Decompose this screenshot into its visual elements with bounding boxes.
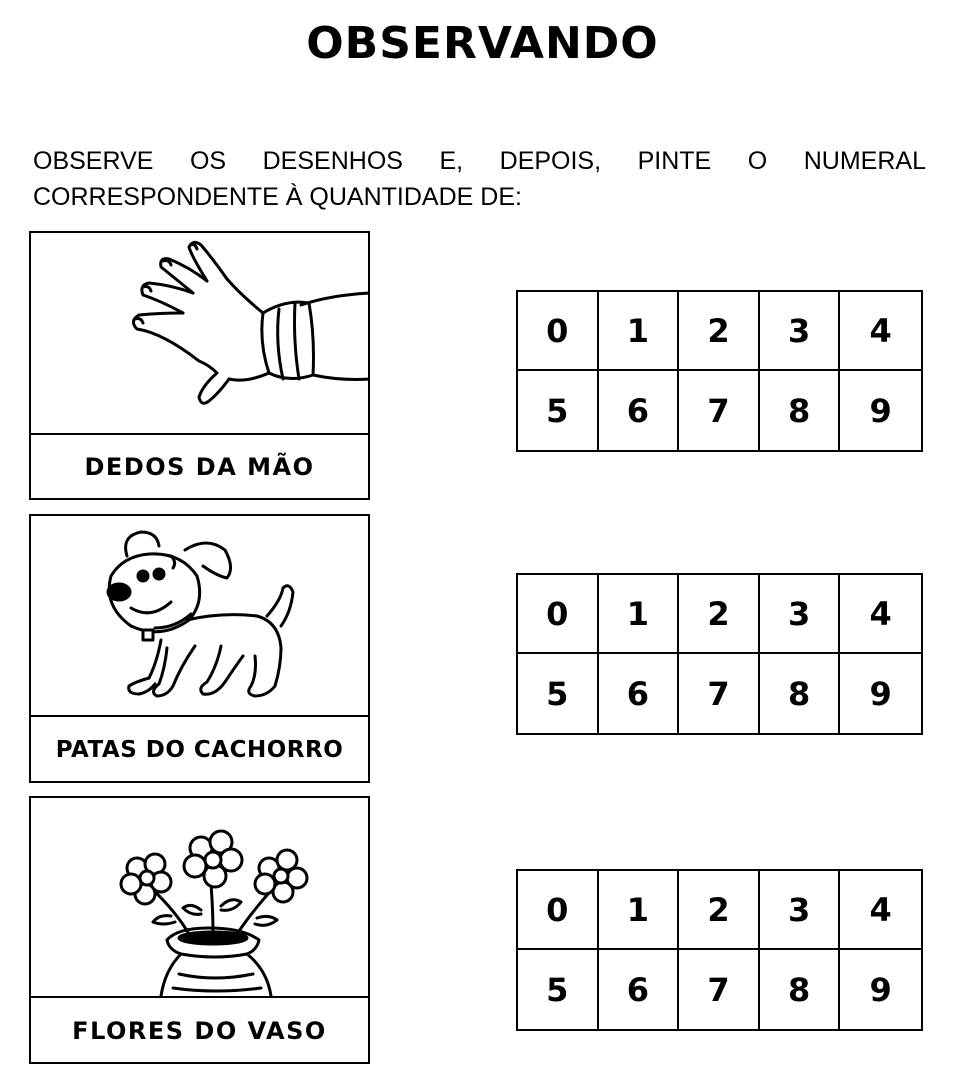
instruction-line-2: CORRESPONDENTE À QUANTIDADE DE: xyxy=(33,183,522,211)
page-title: OBSERVANDO xyxy=(306,18,659,69)
numeral-cell[interactable]: 3 xyxy=(760,575,841,654)
card-hand xyxy=(29,231,370,500)
numeral-cell[interactable]: 5 xyxy=(518,654,599,733)
numeral-cell[interactable]: 4 xyxy=(840,871,921,950)
numeral-cell[interactable]: 2 xyxy=(679,575,760,654)
numeral-cell[interactable]: 3 xyxy=(760,292,841,371)
numeral-cell[interactable]: 0 xyxy=(518,575,599,654)
numeral-cell[interactable]: 4 xyxy=(840,292,921,371)
numeral-cell[interactable]: 6 xyxy=(599,371,680,450)
numeral-cell[interactable]: 1 xyxy=(599,575,680,654)
numeral-cell[interactable]: 8 xyxy=(760,371,841,450)
flower-vase-icon xyxy=(31,798,368,996)
numeral-cell[interactable]: 9 xyxy=(869,391,892,430)
card-hand-label: DEDOS DA MÃO xyxy=(84,453,315,481)
numeral-cell[interactable]: 2 xyxy=(679,871,760,950)
numeral-cell[interactable]: 7 xyxy=(679,654,760,733)
numeral-cell[interactable]: 2 xyxy=(679,292,760,371)
numeral-cell[interactable]: 8 xyxy=(760,950,841,1029)
numeral-grid-dog xyxy=(516,573,923,735)
card-flowers-picture xyxy=(31,798,368,998)
dog-icon xyxy=(31,516,368,715)
numeral-cell[interactable]: 7 xyxy=(679,371,760,450)
card-dog xyxy=(29,514,370,783)
numeral-cell[interactable]: 3 xyxy=(760,871,841,950)
numeral-cell[interactable]: 9 xyxy=(869,674,892,713)
numeral-cell[interactable]: 7 xyxy=(679,950,760,1029)
card-hand-picture xyxy=(31,233,368,435)
instruction-line-1: OBSERVE OS DESENHOS E, DEPOIS, PINTE O NUMERAL xyxy=(33,147,926,175)
numeral-cell[interactable]: 8 xyxy=(760,654,841,733)
numeral-cell[interactable]: 1 xyxy=(599,871,680,950)
card-flowers-label: FLORES DO VASO xyxy=(72,1017,327,1045)
card-dog-label: PATAS DO CACHORRO xyxy=(55,737,344,763)
numeral-cell[interactable]: 4 xyxy=(840,575,921,654)
numeral-grid-flowers xyxy=(516,869,923,1031)
numeral-cell[interactable]: 0 xyxy=(518,292,599,371)
numeral-cell[interactable]: 6 xyxy=(599,654,680,733)
card-dog-picture xyxy=(31,516,368,717)
numeral-cell[interactable]: 9 xyxy=(869,970,892,1009)
numeral-cell[interactable]: 5 xyxy=(518,371,599,450)
numeral-cell[interactable]: 0 xyxy=(518,871,599,950)
numeral-cell[interactable]: 5 xyxy=(518,950,599,1029)
card-flowers xyxy=(29,796,370,1064)
numeral-cell[interactable]: 1 xyxy=(599,292,680,371)
numeral-cell[interactable]: 6 xyxy=(599,950,680,1029)
numeral-grid-hand xyxy=(516,290,923,452)
hand-icon xyxy=(31,233,368,433)
